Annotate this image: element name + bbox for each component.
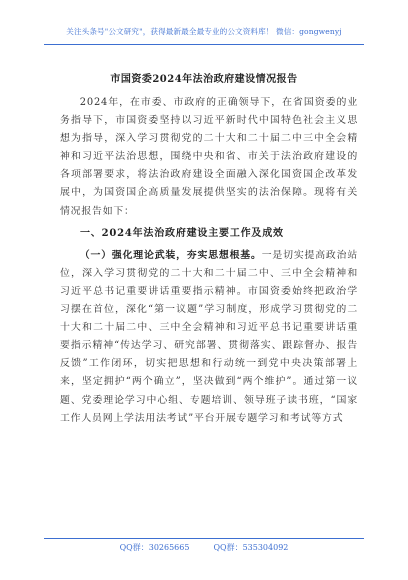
- footer-qq-group-2: QQ群：535304092: [213, 543, 289, 552]
- section-heading: 一、2024年法治政府建设主要工作及成效: [80, 227, 284, 239]
- footer-qq-group-1: QQ群：30265665: [119, 543, 190, 552]
- page-header: 关注头条号"公文研究"，获得最新最全最专业的公文资料库！ 微信：gongwenyj: [66, 27, 342, 36]
- page-footer: [0, 542, 408, 553]
- document-title: 市国资委2024年法治政府建设情况报告: [110, 74, 298, 85]
- intro-paragraph: 2024年，在市委、市政府的正确领导下，在省国资委的业务指导下，市国资委坚持以习近平新时代中国特色社会主义思想为指导，深入学习贯彻党的二十大和二十届二中三中全会精神和习近平法治思想，围绕中央和省、市关于法治政府建设的各项部署要求，将法治政府建设全面融入深化国资国企改革发展中，为国资国企高质量发展提供坚实的法治保障。现将有关情况报告如下：: [60, 97, 358, 217]
- footer-divider: [44, 538, 364, 539]
- subsection-body: 一是切实提高政治站位，深入学习贯彻党的二十大和二十届二中、三中全会精神和习近平总书记重要讲话重要指示精神。市国资委始终把政治学习摆在首位，深化“第一议题”学习制度，形成学习贯彻党的二十大和二十届二中、三中全会精神和习近平总书记重要讲话重要指示精神“传达学习、研究部署、贯彻落实、跟踪督办、报告反馈”工作闭环，切实把思想和行动统一到党中央决策部署上来，坚定拥护“两个确立”，坚决做到“两个维护”。通过第一议题、党委理论学习中心组、专题培训、领导班子读书班，“国家工作人员网上学法用法考试”平台开展专题学习和考试等方式: [60, 249, 358, 424]
- subsection-heading: （一）强化理论武装，夯实思想根基。: [79, 249, 262, 261]
- header-divider: [44, 44, 364, 45]
- document-body: [60, 94, 358, 428]
- subsection-paragraph: [60, 247, 358, 428]
